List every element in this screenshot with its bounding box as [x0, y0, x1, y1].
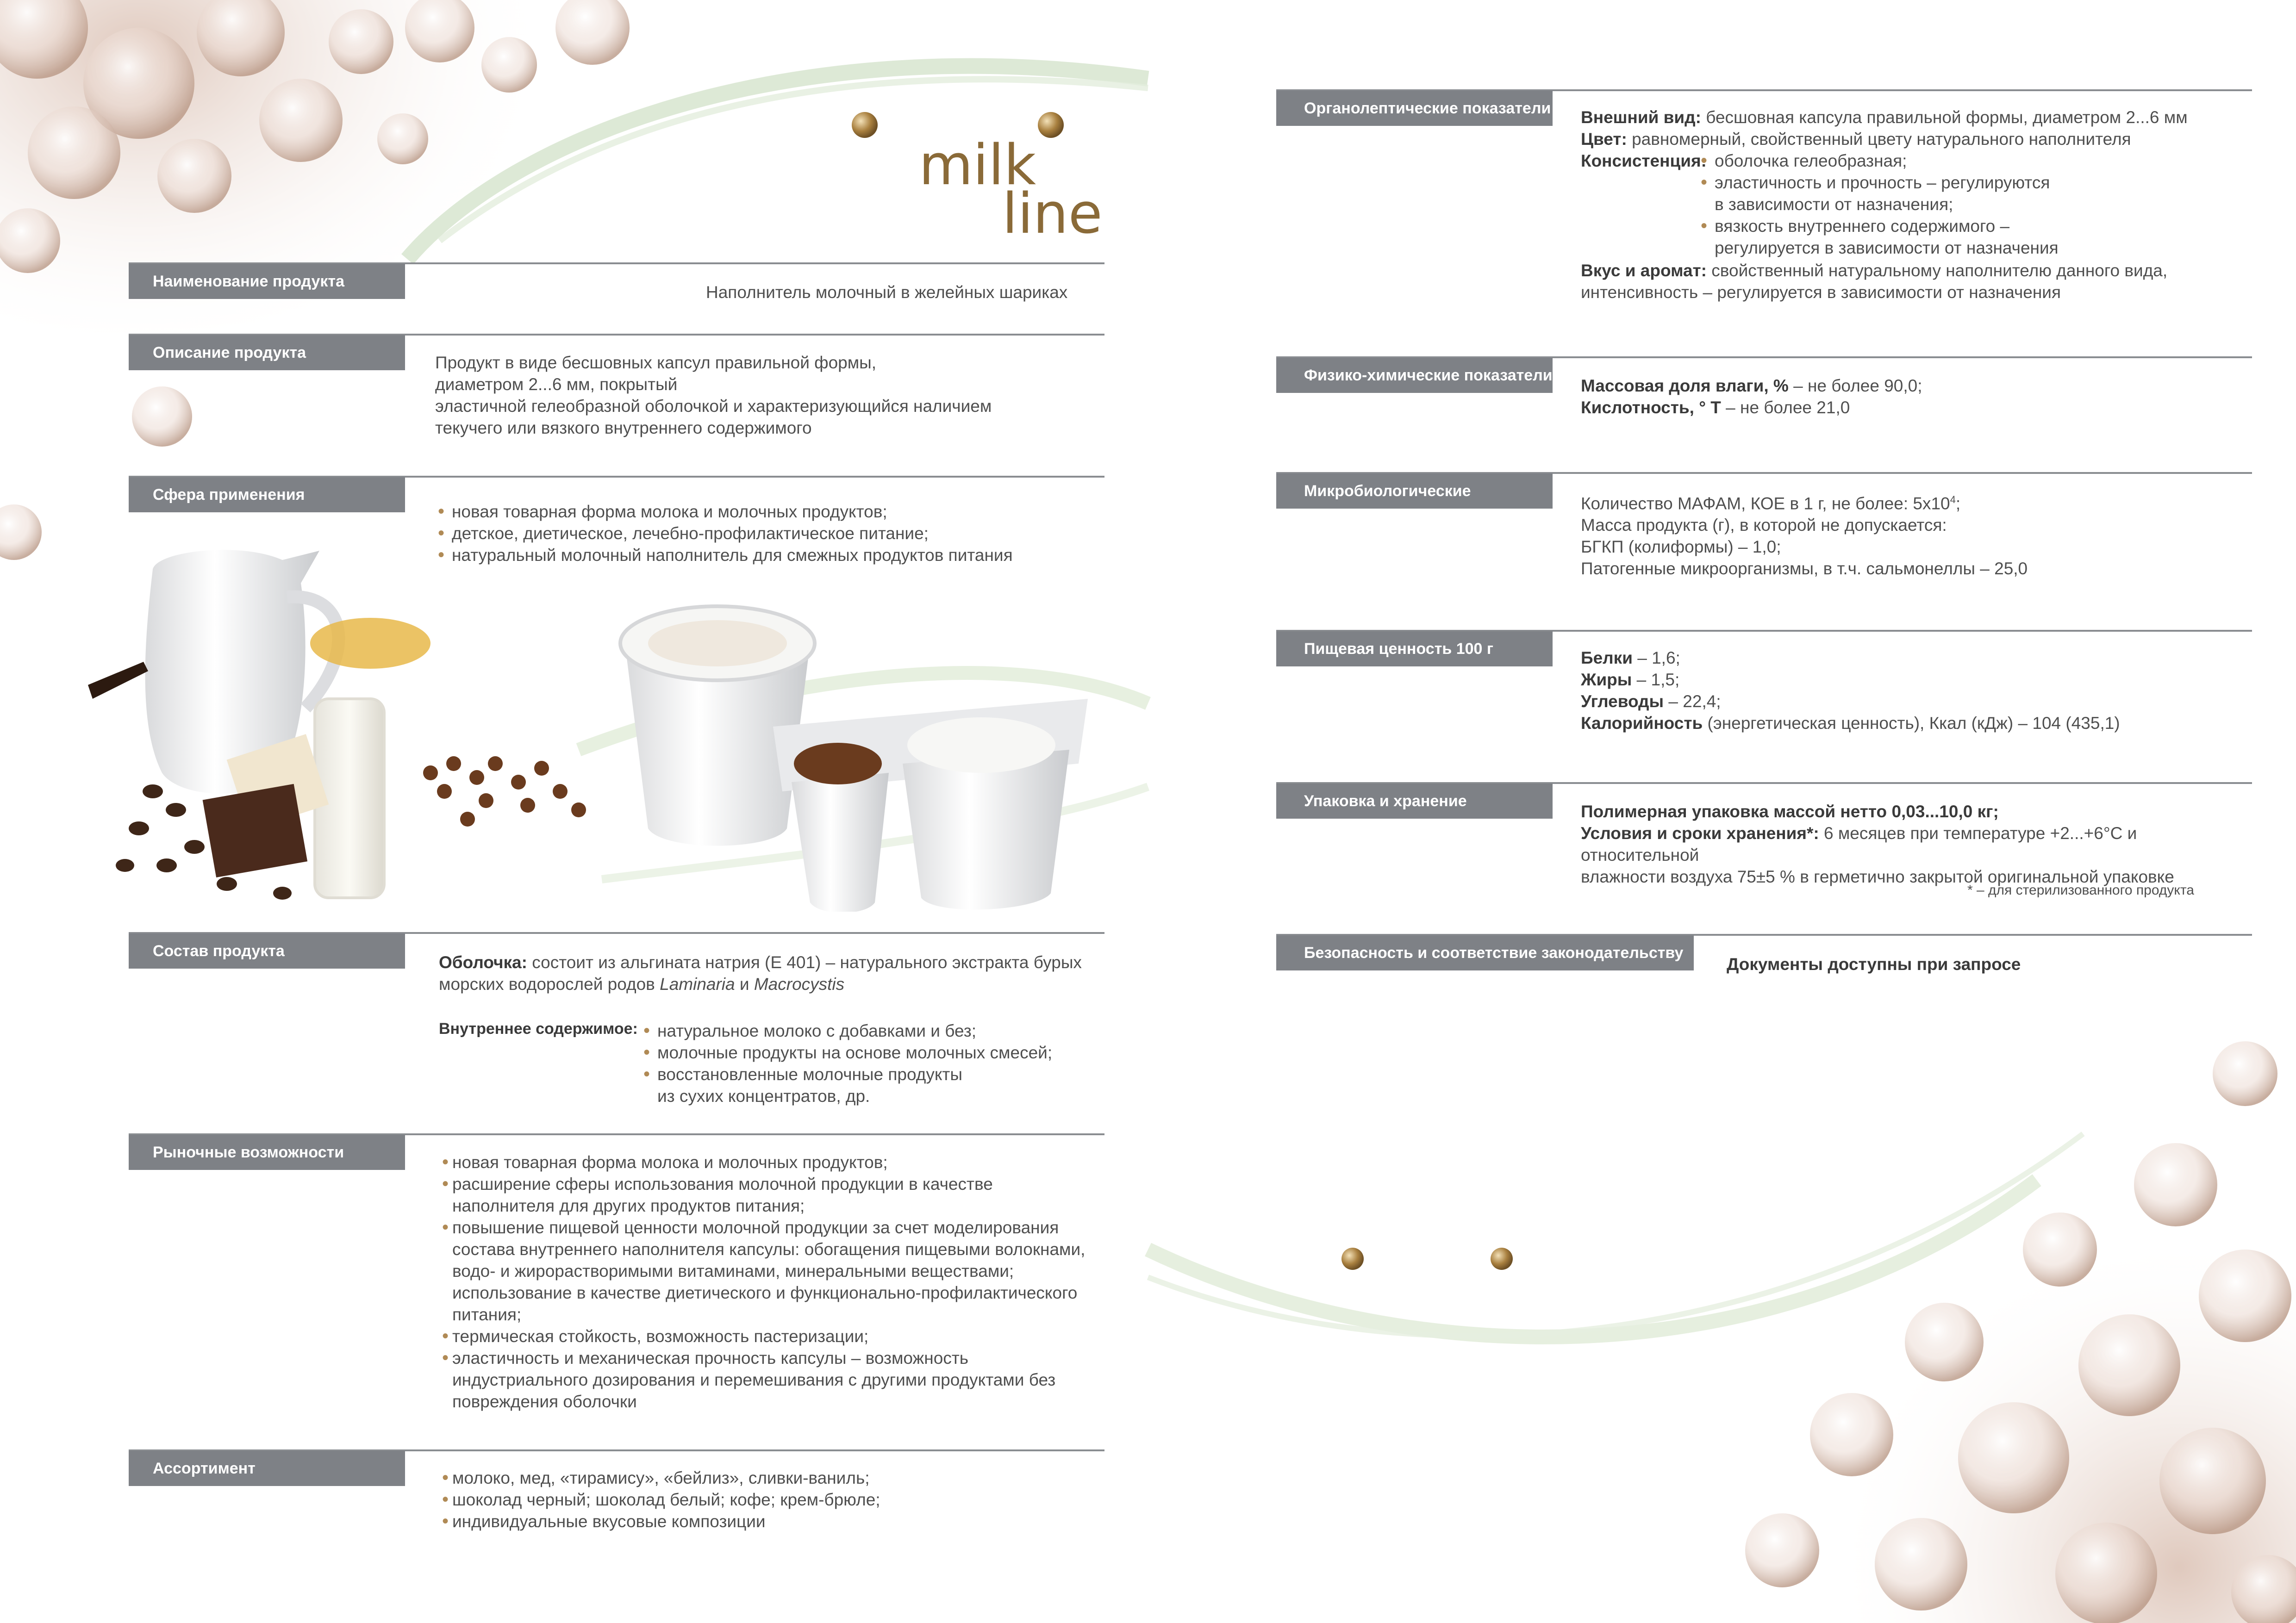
composition-shell	[439, 951, 1101, 995]
market-list	[442, 1151, 1127, 1412]
section-label-assortment: Ассортимент	[129, 1451, 405, 1486]
list-item: • натуральный молочный наполнитель для смежных продуктов питания	[436, 544, 1093, 566]
physchem-text: Массовая доля влаги, % – не более 90,0; Кислотность, ° Т – не более 21,0	[1581, 376, 1922, 417]
section-label-micro: Микробиологические показатели	[1276, 473, 1553, 509]
shell-text: состоит из альгината натрия (Е 401) – натурального экстракта бурых	[532, 953, 1082, 972]
section-label-physchem: Физико-химические показатели	[1276, 358, 1553, 393]
list-item: • эластичность и прочность – регулируются в зависимости от назначения;	[1699, 172, 2208, 215]
shell-text-2: морских водорослей родов	[439, 975, 660, 994]
description-line: текучего или вязкого внутреннего содержимого	[435, 418, 812, 437]
pearl-logo-left	[852, 112, 878, 138]
logo-word-milk: milk	[919, 133, 1036, 198]
product-photo	[88, 532, 1153, 912]
assortment-list	[442, 1467, 1099, 1532]
brand-logo	[919, 133, 1104, 246]
section-label-organoleptic: Органолептические показатели	[1276, 91, 1553, 126]
list-item: • восстановленные молочные продукты	[642, 1063, 1104, 1085]
logo-word-line: line	[1002, 182, 1103, 246]
list-item: • оболочка гелеобразная;	[1699, 150, 2208, 172]
description-line: эластичной гелеобразной оболочкой и характеризующийся наличием	[435, 397, 992, 416]
safety-value: Документы доступны при запросе	[1727, 955, 2021, 974]
list-item: • молочные продукты на основе молочных смесей;	[642, 1042, 1104, 1063]
list-item: • натуральное молоко с добавками и без;	[642, 1020, 1104, 1042]
list-item: • шоколад черный; шоколад белый; кофе; крем-брюле;	[442, 1489, 1099, 1511]
pearl-logo-right	[1038, 112, 1064, 138]
list-item: • детское, диетическое, лечебно-профилактическое питание;	[436, 522, 1093, 544]
description-line: диаметром 2...6 мм, покрытый	[435, 375, 678, 394]
shell-and: и	[735, 975, 754, 994]
list-item: • эластичность и механическая прочность капсулы – возможность индустриального дозирования и перемешивания с другими продуктами без повреждения оболочки	[442, 1347, 1127, 1412]
section-label-market: Рыночные возможности	[129, 1135, 405, 1170]
description-text	[435, 352, 1083, 439]
list-item: • новая товарная форма молока и молочных продуктов;	[436, 501, 1093, 522]
nutrition-text: Белки – 1,6; Жиры – 1,5; Углеводы – 22,4; Калорийность (энергетическая ценность), Ккал (кДж) – 104 (435,1)	[1581, 648, 2120, 733]
list-item: • вязкость внутреннего содержимого – регулируется в зависимости от назначения	[1699, 215, 2208, 259]
pearl-bottom-left	[1341, 1248, 1364, 1270]
section-label-name: Наименование продукта	[129, 264, 405, 299]
consistency-list	[1699, 150, 2208, 259]
list-item-continuation: из сухих концентратов, др.	[657, 1087, 870, 1106]
organoleptic-text: Внешний вид: бесшовная капсула правильной формы, диаметром 2...6 мм Цвет: равномерный, свойственный цвету натурального наполнителя Консистенция:	[1581, 108, 2188, 170]
double-yogurt-cup-illustration	[773, 699, 1088, 912]
list-item: • молоко, мед, «тирамису», «бейлиз», сливки-ваниль;	[442, 1467, 1099, 1489]
honey-bowl-illustration	[310, 618, 430, 669]
list-item: • расширение сферы использования молочной продукции в качестве наполнителя для других продуктов питания;	[442, 1173, 1127, 1217]
list-item: • термическая стойкость, возможность пастеризации;	[442, 1325, 1127, 1347]
section-label-safety: Безопасность и соответствие законодательству	[1276, 935, 1694, 970]
list-item: • индивидуальные вкусовые композиции	[442, 1511, 1099, 1532]
vanilla-illustration	[88, 662, 148, 699]
shell-label: Оболочка:	[439, 953, 527, 972]
packaging-text: Полимерная упаковка массой нетто 0,03...10,0 кг; Условия и сроки хранения*: 6 месяцев при температуре +2...+6°С и относительной влажности воздуха 75±5 % в герметично закрытой оригинальной упаковке	[1581, 802, 2174, 886]
description-line: Продукт в виде бесшовных капсул правильной формы,	[435, 353, 877, 372]
shell-genus-2: Macrocystis	[754, 975, 845, 994]
packaging-footnote: * – для стерилизованного продукта	[1967, 883, 2194, 898]
micro-text: Количество МАФАМ, КОЕ в 1 г, не более: $5х10^4$; Масса продукта (г), в которой не допускается: БГКП (колиформы) – 1,0; Патогенные микроорганизмы, в т.ч. сальмонеллы – 25,0	[1581, 494, 2028, 578]
section-label-packaging: Упаковка и хранение	[1276, 784, 1553, 819]
section-label-nutrition: Пищевая ценность 100 г продукта	[1276, 631, 1553, 666]
shell-genus-1: Laminaria	[660, 975, 735, 994]
inner-label: Внутреннее содержимое:	[439, 1020, 638, 1038]
application-list	[436, 501, 1093, 566]
inner-content-label	[439, 1018, 638, 1040]
inner-content-list	[642, 1020, 1104, 1107]
section-label-application: Сфера применения	[129, 477, 405, 512]
list-item: • новая товарная форма молока и молочных продуктов;	[442, 1151, 1127, 1173]
list-item: • повышение пищевой ценности молочной продукции за счет моделирования состава внутреннего наполнителя капсулы: обогащения пищевыми волокнами, водо- и жирорастворимыми витаминами, минеральными веществами; использование в качестве диетического и функционально-профилактического питания;	[442, 1217, 1127, 1325]
product-name-value: Наполнитель молочный в желейных шариках	[706, 283, 1068, 302]
section-label-description: Описание продукта	[129, 335, 405, 370]
pearl-bottom-right	[1491, 1248, 1513, 1270]
taste-text: Вкус и аромат: свойственный натуральному наполнителю данного вида, интенсивность – регулируется в зависимости от назначения	[1581, 261, 2168, 302]
capsule-pile-illustration	[423, 756, 586, 827]
section-label-composition: Состав продукта	[129, 933, 405, 969]
